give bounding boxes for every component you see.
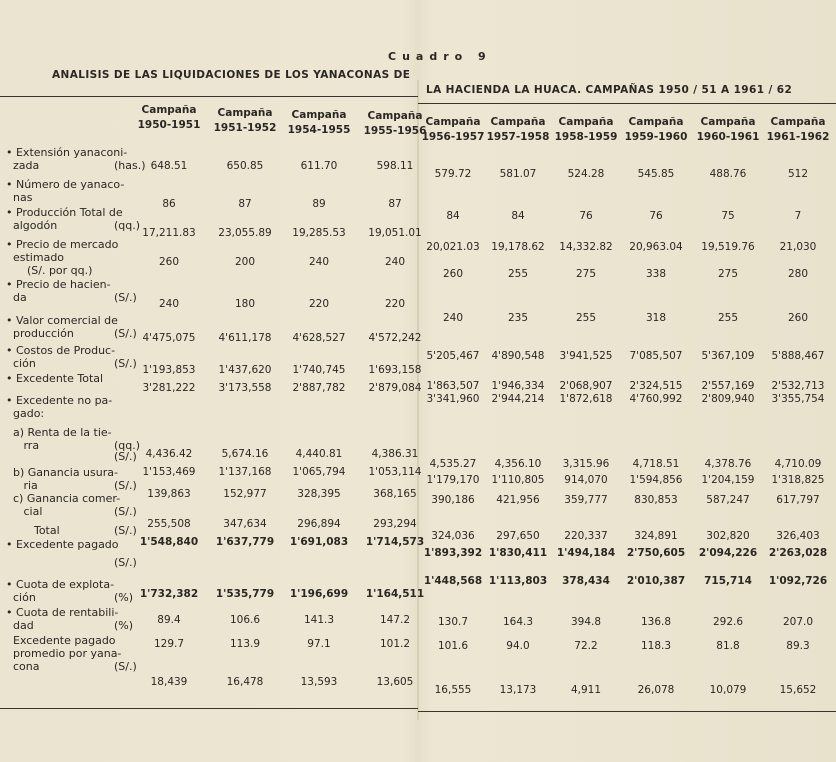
row-unit: (%) <box>114 591 134 604</box>
table-cell: 4,356.10 <box>494 458 542 470</box>
table-cell: 617,797 <box>776 494 820 506</box>
table-cell: 97.1 <box>307 638 331 650</box>
table-cell: 280 <box>787 268 809 280</box>
row-label-line: zada <box>6 159 40 172</box>
table-cell: 4,535.27 <box>429 458 477 470</box>
table-cell: 1'637,779 <box>215 536 275 548</box>
table-title-right: LA HACIENDA LA HUACA. CAMPAÑAS 1950 / 51 A 1961 / 62 <box>426 84 793 96</box>
row-label <box>6 278 137 304</box>
row-label <box>6 314 137 340</box>
column-header-label: Campaña <box>291 109 347 121</box>
row-label-line: cial <box>6 505 43 518</box>
table-cell: 4'628,527 <box>292 332 346 344</box>
table-cell: 390,186 <box>431 494 475 506</box>
column-header-years: 1961-1962 <box>766 131 830 143</box>
table-cell: 1'153,469 <box>142 466 196 478</box>
table-cell: 275 <box>575 268 597 280</box>
row-label-line: ción <box>6 357 36 370</box>
table-cell: 19,285.53 <box>292 227 346 239</box>
table-cell: 240 <box>442 312 464 324</box>
table-cell: 2'532,713 <box>771 380 825 392</box>
table-cell: 17,211.83 <box>142 227 196 239</box>
table-cell: 648.51 <box>150 160 188 172</box>
column-header-label: Campaña <box>770 116 826 128</box>
column-header-1958-1959 <box>546 115 626 145</box>
table-cell: 914,070 <box>564 474 608 486</box>
table-cell: 89 <box>312 198 326 210</box>
row-unit: (S/.) <box>114 524 137 537</box>
row-unit: (S/.) <box>114 479 137 492</box>
row-unit: (S/.) <box>114 505 137 518</box>
table-cell: 1'893,392 <box>423 547 483 559</box>
row-label-line: • Valor comercial de <box>6 314 118 327</box>
table-cell: 3'173,558 <box>218 382 272 394</box>
table-cell: 2'263,028 <box>768 547 828 559</box>
table-cell: 260 <box>787 312 809 324</box>
row-label-line: ria <box>6 479 38 492</box>
row-label <box>6 426 141 452</box>
table-cell: 260 <box>442 268 464 280</box>
table-cell: 1'830,411 <box>488 547 548 559</box>
table-cell: 76 <box>579 210 593 222</box>
table-cell: 338 <box>645 268 667 280</box>
column-header-1959-1960 <box>616 115 696 145</box>
row-label-line: a) Renta de la tie- <box>6 426 112 439</box>
table-cell: 1'193,853 <box>142 364 196 376</box>
row-label-line: • Excedente pagado <box>6 538 119 551</box>
table-cell: 1'691,083 <box>289 536 349 548</box>
row-label <box>6 524 137 537</box>
column-header-label: Campaña <box>490 116 546 128</box>
table-cell: 598.11 <box>376 160 414 172</box>
column-header-label: Campaña <box>425 116 481 128</box>
table-cell: 75 <box>721 210 735 222</box>
table-cell: 15,652 <box>779 684 817 696</box>
table-title-left: ANALISIS DE LAS LIQUIDACIONES DE LOS YANACONAS DE <box>52 69 411 81</box>
table-cell: 2'010,387 <box>626 575 686 587</box>
table-cell: 293,294 <box>373 518 417 530</box>
table-cell: 255 <box>507 268 529 280</box>
row-label-line: algodón <box>6 219 58 232</box>
bottom-rule-right <box>418 711 836 712</box>
row-label <box>6 238 118 277</box>
column-header-years: 1956-1957 <box>421 131 485 143</box>
table-cell: 1'437,620 <box>218 364 272 376</box>
table-cell: 394.8 <box>570 616 602 628</box>
row-label-line: • Precio de hacien- <box>6 278 111 291</box>
row-label-line: • Excedente no pa- <box>6 394 113 407</box>
column-header-years: 1960-1961 <box>696 131 760 143</box>
row-label <box>6 344 137 370</box>
column-header-1954-1955 <box>279 108 359 138</box>
table-cell: 2'750,605 <box>626 547 686 559</box>
row-unit: (S/.) <box>114 291 137 304</box>
row-unit: (qq.) <box>114 219 141 232</box>
row-label-line: • Costos de Produc- <box>6 344 116 357</box>
table-cell: 318 <box>645 312 667 324</box>
table-cell: 5'888,467 <box>771 350 825 362</box>
table-cell: 130.7 <box>437 616 469 628</box>
table-cell: 4'475,075 <box>142 332 196 344</box>
row-unit: (S/.) <box>114 556 137 569</box>
bottom-rule-left <box>0 708 418 709</box>
table-cell: 141.3 <box>303 614 335 626</box>
column-header-years: 1958-1959 <box>554 131 618 143</box>
table-cell: 106.6 <box>229 614 261 626</box>
column-header-1950-1951 <box>129 103 209 133</box>
row-label-line: dad <box>6 619 34 632</box>
table-cell: 4,378.76 <box>704 458 752 470</box>
table-cell: 87 <box>388 198 402 210</box>
row-label-line: • Número de yanaco- <box>6 178 125 191</box>
column-header-1961-1962 <box>758 115 836 145</box>
row-label <box>6 206 141 232</box>
table-cell: 89.4 <box>157 614 181 626</box>
row-label-line: • Extensión yanaconi- <box>6 146 128 159</box>
table-cell: 220,337 <box>564 530 608 542</box>
table-cell: 1'693,158 <box>368 364 422 376</box>
row-label-line: (S/. por qq.) <box>6 264 93 277</box>
table-cell: 1'113,803 <box>488 575 548 587</box>
table-cell: 2'944,214 <box>491 393 545 405</box>
table-cell: 4,710.09 <box>774 458 822 470</box>
row-unit: (has.) <box>114 159 146 172</box>
table-cell: 4'760,992 <box>629 393 683 405</box>
column-header-years: 1959-1960 <box>624 131 688 143</box>
column-header-years: 1950-1951 <box>137 119 201 131</box>
table-cell: 359,777 <box>564 494 608 506</box>
table-cell: 4'890,548 <box>491 350 545 362</box>
table-cell: 1'732,382 <box>139 588 199 600</box>
table-cell: 152,977 <box>223 488 267 500</box>
table-cell: 240 <box>308 256 330 268</box>
table-cell: 1'164,511 <box>365 588 425 600</box>
table-cell: 94.0 <box>506 640 530 652</box>
row-label-line: • Cuota de rentabili- <box>6 606 119 619</box>
row-label-line: Excedente pagado <box>6 634 116 647</box>
table-cell: 1'494,184 <box>556 547 616 559</box>
table-cell: 3'281,222 <box>142 382 196 394</box>
row-unit: (S/.) <box>114 450 137 463</box>
column-header-label: Campaña <box>217 107 273 119</box>
row-label-line: b) Ganancia usura- <box>6 466 118 479</box>
table-cell: 378,434 <box>562 575 610 587</box>
column-header-1951-1952 <box>205 106 285 136</box>
table-cell: 3'341,960 <box>426 393 480 405</box>
row-label <box>6 634 137 673</box>
table-cell: 3'355,754 <box>771 393 825 405</box>
row-label <box>6 578 134 604</box>
row-label-line: c) Ganancia comer- <box>6 492 121 505</box>
table-cell: 5,674.16 <box>221 448 269 460</box>
table-cell: 5'367,109 <box>701 350 755 362</box>
table-cell: 19,178.62 <box>491 241 545 253</box>
table-cell: 84 <box>446 210 460 222</box>
table-cell: 72.2 <box>574 640 598 652</box>
column-header-label: Campaña <box>628 116 684 128</box>
column-header-years: 1955-1956 <box>363 125 427 137</box>
table-cell: 13,605 <box>376 676 414 688</box>
table-cell: 2'809,940 <box>701 393 755 405</box>
table-cell: 16,478 <box>226 676 264 688</box>
table-cell: 1'548,840 <box>139 536 199 548</box>
table-cell: 207.0 <box>782 616 814 628</box>
table-cell: 1'065,794 <box>292 466 346 478</box>
table-cell: 101.6 <box>437 640 469 652</box>
table-cell: 297,650 <box>496 530 540 542</box>
row-label-line: • Excedente Total <box>6 372 104 385</box>
table-cell: 4,386.31 <box>371 448 419 460</box>
table-cell: 147.2 <box>379 614 411 626</box>
table-cell: 255 <box>575 312 597 324</box>
table-cell: 2'324,515 <box>629 380 683 392</box>
column-header-years: 1951-1952 <box>213 122 277 134</box>
table-cell: 368,165 <box>373 488 417 500</box>
table-cell: 4,436.42 <box>145 448 193 460</box>
table-cell: 1'535,779 <box>215 588 275 600</box>
table-cell: 89.3 <box>786 640 810 652</box>
table-cell: 20,963.04 <box>629 241 683 253</box>
row-unit: (S/.) <box>114 327 137 340</box>
column-header-1960-1961 <box>688 115 768 145</box>
row-label-line: Total <box>6 524 60 537</box>
table-cell: 488.76 <box>709 168 747 180</box>
table-cell: 86 <box>162 198 176 210</box>
table-cell: 1'448,568 <box>423 575 483 587</box>
table-number: Cuadro 9 <box>388 50 492 63</box>
table-cell: 101.2 <box>379 638 411 650</box>
row-label-line: rra <box>6 439 40 452</box>
row-unit: (S/.) <box>114 660 137 673</box>
table-cell: 324,891 <box>634 530 678 542</box>
row-label <box>6 394 112 420</box>
table-cell: 220 <box>308 298 330 310</box>
table-cell: 7'085,507 <box>629 350 683 362</box>
table-cell: 23,055.89 <box>218 227 272 239</box>
table-cell: 611.70 <box>300 160 338 172</box>
table-cell: 220 <box>384 298 406 310</box>
table-cell: 587,247 <box>706 494 750 506</box>
table-cell: 113.9 <box>229 638 261 650</box>
column-header-label: Campaña <box>558 116 614 128</box>
table-cell: 2'879,084 <box>368 382 422 394</box>
header-rule-left <box>0 96 418 97</box>
table-cell: 1'053,114 <box>368 466 422 478</box>
table-cell: 1'863,507 <box>426 380 480 392</box>
table-cell: 84 <box>511 210 525 222</box>
row-label-line: • Cuota de explota- <box>6 578 115 591</box>
table-cell: 10,079 <box>709 684 747 696</box>
table-cell: 292.6 <box>712 616 744 628</box>
table-cell: 13,173 <box>499 684 537 696</box>
table-cell: 14,332.82 <box>559 241 613 253</box>
column-header-label: Campaña <box>367 110 423 122</box>
table-cell: 4,911 <box>570 684 602 696</box>
table-cell: 1'740,745 <box>292 364 346 376</box>
table-cell: 164.3 <box>502 616 534 628</box>
column-header-years: 1954-1955 <box>287 124 351 136</box>
table-cell: 328,395 <box>297 488 341 500</box>
table-cell: 1'714,573 <box>365 536 425 548</box>
table-cell: 275 <box>717 268 739 280</box>
table-cell: 21,030 <box>779 241 817 253</box>
table-cell: 1'318,825 <box>771 474 825 486</box>
table-cell: 347,634 <box>223 518 267 530</box>
table-cell: 136.8 <box>640 616 672 628</box>
table-cell: 76 <box>649 210 663 222</box>
table-cell: 4,718.51 <box>632 458 680 470</box>
table-cell: 180 <box>234 298 256 310</box>
row-label-line: promedio por yana- <box>6 647 122 660</box>
table-cell: 2'094,226 <box>698 547 758 559</box>
table-cell: 4,440.81 <box>295 448 343 460</box>
table-cell: 7 <box>794 210 802 222</box>
table-cell: 235 <box>507 312 529 324</box>
table-cell: 260 <box>158 256 180 268</box>
table-cell: 650.85 <box>226 160 264 172</box>
table-cell: 87 <box>238 198 252 210</box>
table-cell: 4'572,242 <box>368 332 422 344</box>
row-label-line: • Precio de mercado <box>6 238 119 251</box>
table-cell: 1'946,334 <box>491 380 545 392</box>
table-cell: 2'557,169 <box>701 380 755 392</box>
table-cell: 545.85 <box>637 168 675 180</box>
table-cell: 200 <box>234 256 256 268</box>
row-unit: (qq.) <box>114 439 141 452</box>
row-label <box>6 372 103 385</box>
table-cell: 581.07 <box>499 168 537 180</box>
table-cell: 1'594,856 <box>629 474 683 486</box>
table-cell: 2'068,907 <box>559 380 613 392</box>
row-label <box>6 178 124 204</box>
table-cell: 240 <box>158 298 180 310</box>
table-cell: 19,519.76 <box>701 241 755 253</box>
table-cell: 421,956 <box>496 494 540 506</box>
table-cell: 255 <box>717 312 739 324</box>
column-header-years: 1957-1958 <box>486 131 550 143</box>
table-cell: 255,508 <box>147 518 191 530</box>
table-cell: 5'205,467 <box>426 350 480 362</box>
table-cell: 326,403 <box>776 530 820 542</box>
row-label <box>6 146 146 172</box>
row-label-line: nas <box>6 191 33 204</box>
row-unit: (%) <box>114 619 134 632</box>
row-label-line: producción <box>6 327 74 340</box>
table-cell: 3,315.96 <box>562 458 610 470</box>
table-cell: 1'110,805 <box>491 474 545 486</box>
table-cell: 16,555 <box>434 684 472 696</box>
row-label <box>6 538 119 551</box>
table-cell: 139,863 <box>147 488 191 500</box>
table-cell: 1'092,726 <box>768 575 828 587</box>
table-cell: 296,894 <box>297 518 341 530</box>
table-cell: 118.3 <box>640 640 672 652</box>
table-cell: 3'941,525 <box>559 350 613 362</box>
table-cell: 324,036 <box>431 530 475 542</box>
row-label <box>6 606 134 632</box>
row-label-line: ción <box>6 591 36 604</box>
table-cell: 302,820 <box>706 530 750 542</box>
row-unit: (S/.) <box>114 357 137 370</box>
table-cell: 1'196,699 <box>289 588 349 600</box>
table-cell: 18,439 <box>150 676 188 688</box>
row-label-line: da <box>6 291 27 304</box>
table-cell: 26,078 <box>637 684 675 696</box>
table-cell: 81.8 <box>716 640 740 652</box>
table-cell: 715,714 <box>704 575 752 587</box>
table-cell: 2'887,782 <box>292 382 346 394</box>
row-label-line: gado: <box>6 407 45 420</box>
table-cell: 1'204,159 <box>701 474 755 486</box>
row-label-line: cona <box>6 660 40 673</box>
row-label-line: estimado <box>6 251 65 264</box>
table-cell: 1'872,618 <box>559 393 613 405</box>
table-cell: 240 <box>384 256 406 268</box>
table-cell: 4'611,178 <box>218 332 272 344</box>
table-cell: 1'137,168 <box>218 466 272 478</box>
header-rule-right <box>418 103 836 104</box>
column-header-label: Campaña <box>700 116 756 128</box>
column-header-label: Campaña <box>141 104 197 116</box>
table-cell: 524.28 <box>567 168 605 180</box>
table-cell: 20,021.03 <box>426 241 480 253</box>
row-label-line: • Producción Total de <box>6 206 123 219</box>
table-cell: 579.72 <box>434 168 472 180</box>
table-cell: 830,853 <box>634 494 678 506</box>
table-cell: 13,593 <box>300 676 338 688</box>
row-label <box>6 492 137 518</box>
row-label <box>6 466 137 492</box>
table-cell: 19,051.01 <box>368 227 422 239</box>
table-cell: 1'179,170 <box>426 474 480 486</box>
table-cell: 129.7 <box>153 638 185 650</box>
table-cell: 512 <box>787 168 809 180</box>
